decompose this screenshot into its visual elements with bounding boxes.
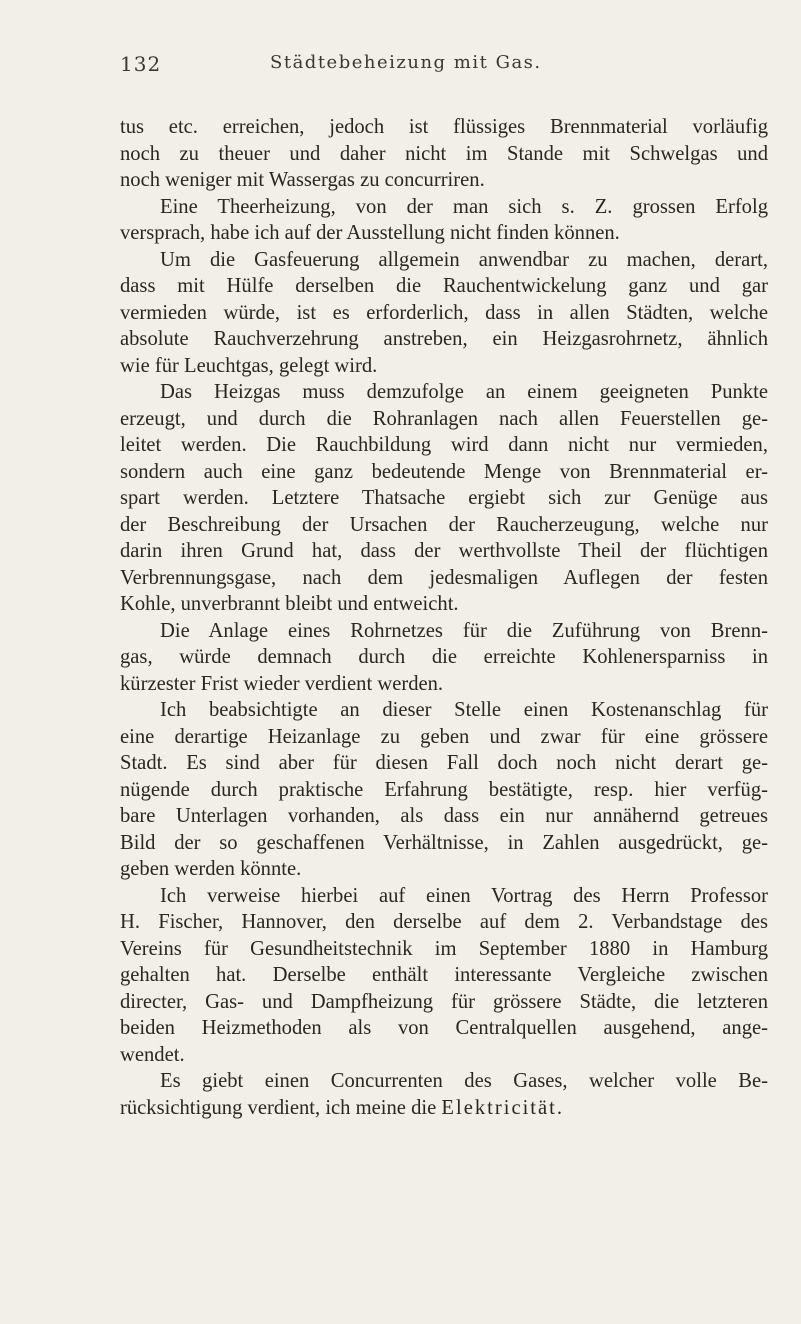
text-line [120, 962, 768, 989]
text-line [120, 1042, 768, 1069]
text-line-content: eine derartige Heizanlage zu geben und zwar für eine grössere [120, 725, 768, 748]
text-line-content: versprach, habe ich auf der Ausstellung nicht finden können. [120, 222, 620, 244]
text-line [120, 167, 768, 194]
text-line-content: Vereins für Gesundheitstechnik im September 1880 in Hamburg [120, 937, 768, 960]
text-line [120, 273, 768, 300]
text-line [120, 750, 768, 777]
text-line-content: Bild der so geschaffenen Verhältnisse, in Zahlen ausgedrückt, ge- [120, 831, 768, 854]
text-line-content: Die Anlage eines Rohrnetzes für die Zuführung von Brenn- [160, 619, 768, 642]
text-line-content: noch weniger mit Wassergas zu concurriren. [120, 169, 485, 191]
text-line-content: wie für Leuchtgas, gelegt wird. [120, 354, 378, 377]
text-line [120, 909, 768, 936]
text-line-content: directer, Gas- und Dampfheizung für grössere Städte, die letzteren [120, 990, 768, 1013]
text-line-content: wendet. [120, 1043, 185, 1066]
text-line [120, 459, 768, 486]
text-line-content: leitet werden. Die Rauchbildung wird dann nicht nur vermieden, [120, 434, 768, 456]
text-line-content: sondern auch eine ganz bedeutende Menge von Brennmaterial er- [120, 460, 768, 483]
text-line [120, 406, 768, 433]
text-line [120, 565, 768, 592]
text-line [120, 989, 768, 1016]
text-line [120, 830, 768, 857]
text-line [120, 697, 768, 724]
text-line-content: bare Unterlagen vorhanden, als dass ein nur annähernd getreues [120, 805, 768, 827]
text-line-content: Verbrennungsgase, nach dem jedesmaligen Auflegen der festen [120, 566, 768, 589]
text-line-content: dass mit Hülfe derselben die Rauchentwickelung ganz und gar [120, 275, 768, 297]
text-line-content: gas, würde demnach durch die erreichte Kohlenersparniss in [120, 646, 768, 668]
text-line [120, 883, 768, 910]
text-line [120, 485, 768, 512]
text-line-content: Ich beabsichtigte an dieser Stelle einen Kostenanschlag für [160, 699, 768, 721]
page-number: 132 [120, 52, 162, 76]
text-line [120, 141, 768, 168]
text-line-content: Es giebt einen Concurrenten des Gases, welcher volle Be- [160, 1070, 768, 1092]
text-line [120, 591, 768, 618]
text-line [120, 724, 768, 751]
text-line [120, 247, 768, 274]
text-line [120, 114, 768, 141]
text-line [120, 671, 768, 698]
text-line-content: erzeugt, und durch die Rohranlagen nach allen Feuerstellen ge- [120, 407, 768, 430]
text-line-content: absolute Rauchverzehrung anstreben, ein Heizgasrohrnetz, ähnlich [120, 328, 768, 350]
text-line-content: nügende durch praktische Erfahrung bestätigte, resp. hier verfüg- [120, 778, 768, 801]
text-line-content: Um die Gasfeuerung allgemein anwendbar zu machen, derart, [160, 248, 768, 271]
text-line [120, 803, 768, 830]
text-line-content: Eine Theerheizung, von der man sich s. Z. grossen Erfolg [160, 195, 768, 218]
text-line [120, 936, 768, 963]
text-line [120, 1015, 768, 1042]
text-line-content: H. Fischer, Hannover, den derselbe auf dem 2. Verbandstage des [120, 911, 768, 933]
text-line-content: vermieden würde, ist es erforderlich, dass in allen Städten, welche [120, 301, 768, 324]
text-line-content: Das Heizgas muss demzufolge an einem geeigneten Punkte [160, 381, 768, 403]
text-line-content: Stadt. Es sind aber für diesen Fall doch noch nicht derart ge- [120, 752, 768, 774]
text-line [120, 512, 768, 539]
text-line-content: geben werden könnte. [120, 858, 302, 880]
text-line-content: darin ihren Grund hat, dass der werthvollste Theil der flüchtigen [120, 540, 768, 562]
text-line [120, 353, 768, 380]
text-line [120, 379, 768, 406]
text-line [120, 1095, 768, 1122]
text-line-content: tus etc. erreichen, jedoch ist flüssiges Brennmaterial vorläufig [120, 116, 768, 138]
text-line-content: der Beschreibung der Ursachen der Raucherzeugung, welche nur [120, 513, 768, 536]
text-line [120, 1068, 768, 1095]
text-line-content: Kohle, unverbrannt bleibt und entweicht. [120, 593, 459, 615]
spaced-emphasis: Elektricität [441, 1096, 557, 1119]
body-text [120, 114, 768, 1121]
text-line [120, 220, 768, 247]
text-line-content: spart werden. Letztere Thatsache ergiebt sich zur Genüge aus [120, 487, 768, 509]
text-line-content: Ich verweise hierbei auf einen Vortrag des Herrn Professor [160, 884, 768, 907]
text-line-tail: . [556, 1096, 563, 1119]
text-line [120, 538, 768, 565]
text-line-content: gehalten hat. Derselbe enthält interessante Vergleiche zwischen [120, 964, 768, 986]
text-line-content: kürzester Frist wieder verdient werden. [120, 672, 444, 695]
text-line [120, 777, 768, 804]
text-line-content: noch zu theuer und daher nicht im Stande mit Schwelgas und [120, 142, 768, 165]
running-head: Städtebeheizung mit Gas. [270, 52, 542, 73]
text-line [120, 432, 768, 459]
text-line [120, 194, 768, 221]
page-header [120, 52, 720, 86]
text-line [120, 300, 768, 327]
text-line-content: rücksichtigung verdient, ich meine die [120, 1096, 442, 1119]
text-line-content: beiden Heizmethoden als von Centralquellen ausgehend, ange- [120, 1017, 768, 1039]
text-line [120, 326, 768, 353]
text-line [120, 856, 768, 883]
text-line [120, 618, 768, 645]
text-line [120, 644, 768, 671]
